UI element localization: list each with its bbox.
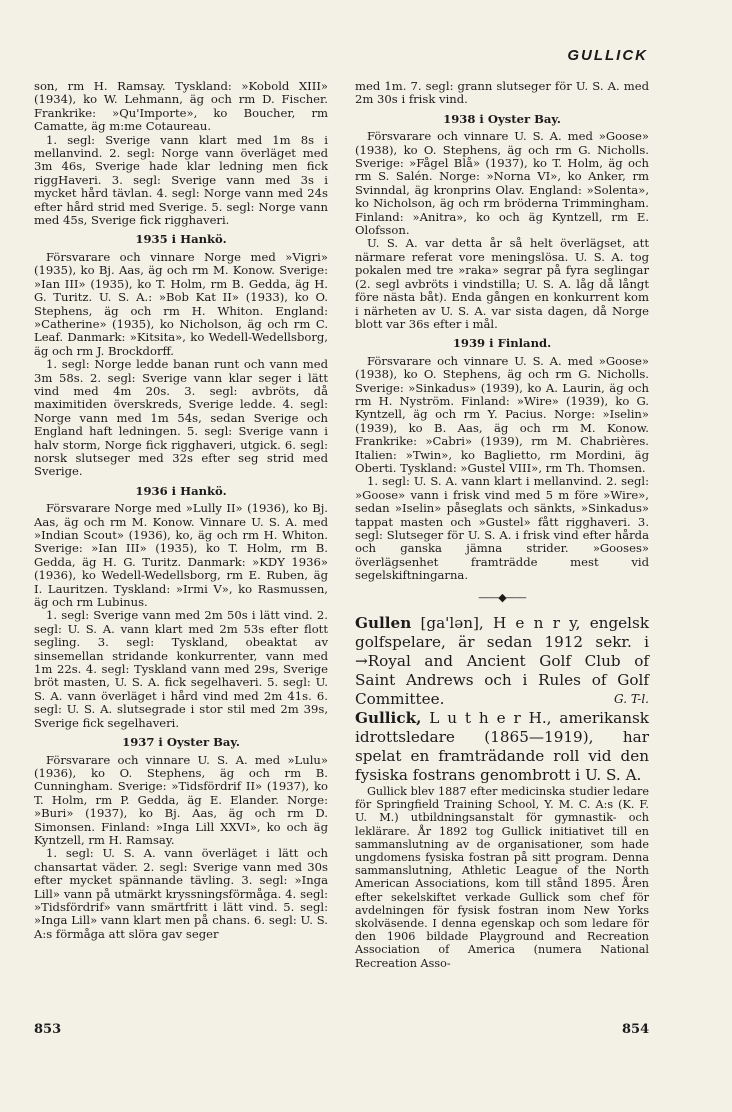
section-heading: 1939 i Finland. <box>452 336 552 351</box>
entry-gullick <box>355 709 649 785</box>
section-heading: 1936 i Hankö. <box>135 483 227 498</box>
section-heading: 1938 i Oyster Bay. <box>443 111 561 126</box>
paragraph: U. S. A. var detta år så helt överlägset, att närmare referat vore meningslösa. U. S. A. tog pokalen med tre »raka» segrar på fyra seglingar (2. segl avbröts i vindstilla; U. S. A. låg då långt före nästa båt). Enda gången en konkurrent kom i närheten av U. S. A. var sista dagen, då Norge blott var 36s efter i mål. <box>355 236 649 331</box>
entry-gullen <box>355 614 649 709</box>
entry-text: amerikansk idrottsledare (1865—1919), har spelat en framträdande roll vid den fysiska fostrans genombrott i U. S. A. <box>355 709 649 785</box>
section-heading: 1935 i Hankö. <box>135 232 227 247</box>
right-column-body <box>355 80 649 583</box>
paragraph: Försvarare och vinnare U. S. A. med »Goose» (1938), ko O. Stephens, äg och rm G. Nicholls. Sverige: »Sinkadus» (1939), ko A. Laurin, äg och rm H. Nyström. Finland: »Wire» (1939), ko G. Kyntzell, äg och rm Y. Pacius. Norge: »Iselin» (1939), ko B. Aas, äg och rm M. Konow. Frankrike: »Cabri» (1939), rm M. Chabrières. Italien: »Twin», ko Baglietto, rm Mordini, äg Oberti. Tyskland: »Gustel VIII», rm Th. Thomsen. <box>355 353 649 475</box>
paragraph: son, rm H. Ramsay. Tyskland: »Kobold XIII» (1934), ko W. Lehmann, äg och rm D. Fischer. Frankrike: »Qu'Importe», ko Boucher, rm Camatte, äg m:me Cotaureau. <box>34 79 328 134</box>
paragraph: Försvarare och vinnare U. S. A. med »Lulu» (1936), ko O. Stephens, äg och rm B. Cunningham. Sverige: »Tidsfördrif II» (1937), ko T. Holm, rm P. Gedda, äg E. Elander. Norge: »Buri» (1937), ko Bj. Aas, äg och rm D. Simonsen. Finland: »Inga Lill XXVI», ko och äg Kyntzell, rm H. Ramsay. <box>34 752 328 847</box>
paragraph: Försvarare och vinnare Norge med »Vigri» (1935), ko Bj. Aas, äg och rm M. Konow. Sverige: »Ian III» (1935), ko T. Holm, rm B. Gedda, äg H. G. Turitz. U. S. A.: »Bob Kat II» (1933), ko O. Stephens, äg och rm H. Whiton. England: »Catherine» (1935), ko Nicholson, äg och rm C. Leaf. Danmark: »Kitsita», ko Wedell-Wedellsborg, äg och rm J. Brockdorff. <box>34 249 328 358</box>
page-number-right: 854 <box>622 1022 650 1037</box>
paragraph: Försvarare och vinnare U. S. A. med »Goose» (1938), ko O. Stephens, äg och rm G. Nicholls. Sverige: »Fågel Blå» (1937), ko T. Holm, äg och rm S. Salén. Norge: »Norna VI», ko Anker, rm Svinndal, äg kronprins Olav. England: »Solenta», ko Nicholson, äg och rm bröderna Trimmingham. Finland: »Anitra», ko och äg Kyntzell, rm E. Olofsson. <box>355 129 649 238</box>
section-heading: 1937 i Oyster Bay. <box>122 735 240 750</box>
paragraph: 1. segl: U. S. A. vann överläget i lätt och chansartat väder. 2. segl: Sverige vann med 30s efter mycket spännande tävling. 3. segl: »Inga Lill» vann på utmärkt kryssningsförmåga. 4. segl: »Tidsfördrif» vann smärtfritt i lätt vind. 5. segl: »Inga Lill» vann klart men på chans. 6. segl: U. S. A:s förmåga att slöra gav seger <box>34 846 328 941</box>
given-name: H e n r y, <box>492 614 581 633</box>
paragraph: 1. segl: Sverige vann med 2m 50s i lätt vind. 2. segl: U. S. A. vann klart med 2m 53s efter flott segling. 3. segl: Tyskland, obeaktat av sinsemellan stridande konkurrenter, vann med 1m 22s. 4. segl: Tyskland vann med 29s, Sverige bröt masten, U. S. A. fick segelhaveri. 5. segl: U. S. A. vann överläget i hård vind med 2m 41s. 6. segl: U. S. A. slutsegrade i stor stil med 2m 39s, Sverige fick segelhaveri. <box>34 608 328 730</box>
paragraph: Försvarare Norge med »Lully II» (1936), ko Bj. Aas, äg och rm M. Konow. Vinnare U. S. A. med »Indian Scout» (1936), ko, äg och rm H. Whiton. Sverige: »Ian III» (1935), ko T. Holm, rm B. Gedda, äg H. G. Turitz. Danmark: »KDY 1936» (1936), ko Wedell-Wedellsborg, rm E. Ruben, äg I. Lauritzen. Tyskland: »Irmi V», ko Rasmussen, äg och rm Lubinus. <box>34 501 328 610</box>
entry-term: Gullen <box>355 614 412 633</box>
running-header: GULLICK <box>567 47 648 64</box>
paragraph: med 1m. 7. segl: grann slutseger för U. S. A. med 2m 30s i frisk vind. <box>355 79 649 107</box>
paragraph: 1. segl: Norge ledde banan runt och vann med 3m 58s. 2. segl: Sverige vann klar seger i lätt vind med 4m 20s. 3. segl: avbröts, då maximitiden överskreds, Sverige ledde. 4. segl: Norge vann med 1m 54s, sedan Sverige och England haft ledningen. 5. segl: Sverige vann i halv storm, Norge fick rigghaveri, utgick. 6. segl: norsk slutseger med 32s efter seg strid med Sverige. <box>34 357 328 479</box>
entry-divider: ——◆—— <box>478 590 526 604</box>
left-column <box>34 80 328 941</box>
given-name: L u t h e r H., <box>429 709 552 728</box>
paragraph: 1. segl: Sverige vann klart med 1m 8s i mellanvind. 2. segl: Norge vann överläget med 3m 46s, Sverige hade klar ledning men fick riggHaveri. 3. segl: Sverige vann med 3s i mycket hård tävlan. 4. segl: Norge vann med 24s efter hård strid med Sverige. 5. segl: Norge vann med 45s, Sverige fick rigghaveri. <box>34 132 328 228</box>
right-column <box>355 80 649 970</box>
pronunciation: [ga'lən], <box>420 614 484 633</box>
page-number-left: 853 <box>34 1022 62 1037</box>
paragraph: 1. segl: U. S. A. vann klart i mellanvind. 2. segl: »Goose» vann i frisk vind med 5 m före »Wire», sedan »Iselin» påseglats och sänkts, »Sinkadus» tappat masten och »Gustel» fått rigghaveri. 3. segl: Slutseger för U. S. A. i frisk vind efter hårda och ganska jämna strider. »Gooses» överlägsenhet framträdde mest vid segelskiftningarna. <box>355 474 649 583</box>
entry-term: Gullick, <box>355 709 422 728</box>
gullick-body: Gullick blev 1887 efter medicinska studier ledare för Springfield Training School, Y. M. C. A:s (K. F. U. M.) utbildningsanstalt för gymnastik- och leklärare. År 1892 tog Gullick initiativet till en sammanslutning av de organisationer, som hade ungdomens fysiska fostran på sitt program. Denna sammanslutning, Athletic League of the North American Associations, kom till stånd 1895. Åren efter sekelskiftet verkade Gullick som chef för avdelningen för fysisk fostran inom New Yorks skolväsende. I denna egenskap och som ledare för den 1906 bildade Playground and Recreation Association of America (numera National Recreation Asso- <box>355 785 649 970</box>
entry-text: engelsk golfspelare, är sedan 1912 sekr. i →Royal and Ancient Golf Club of Saint Andrews och i Rules of Golf Committee. <box>355 614 650 709</box>
author-signature: G. T-l. <box>614 692 649 707</box>
